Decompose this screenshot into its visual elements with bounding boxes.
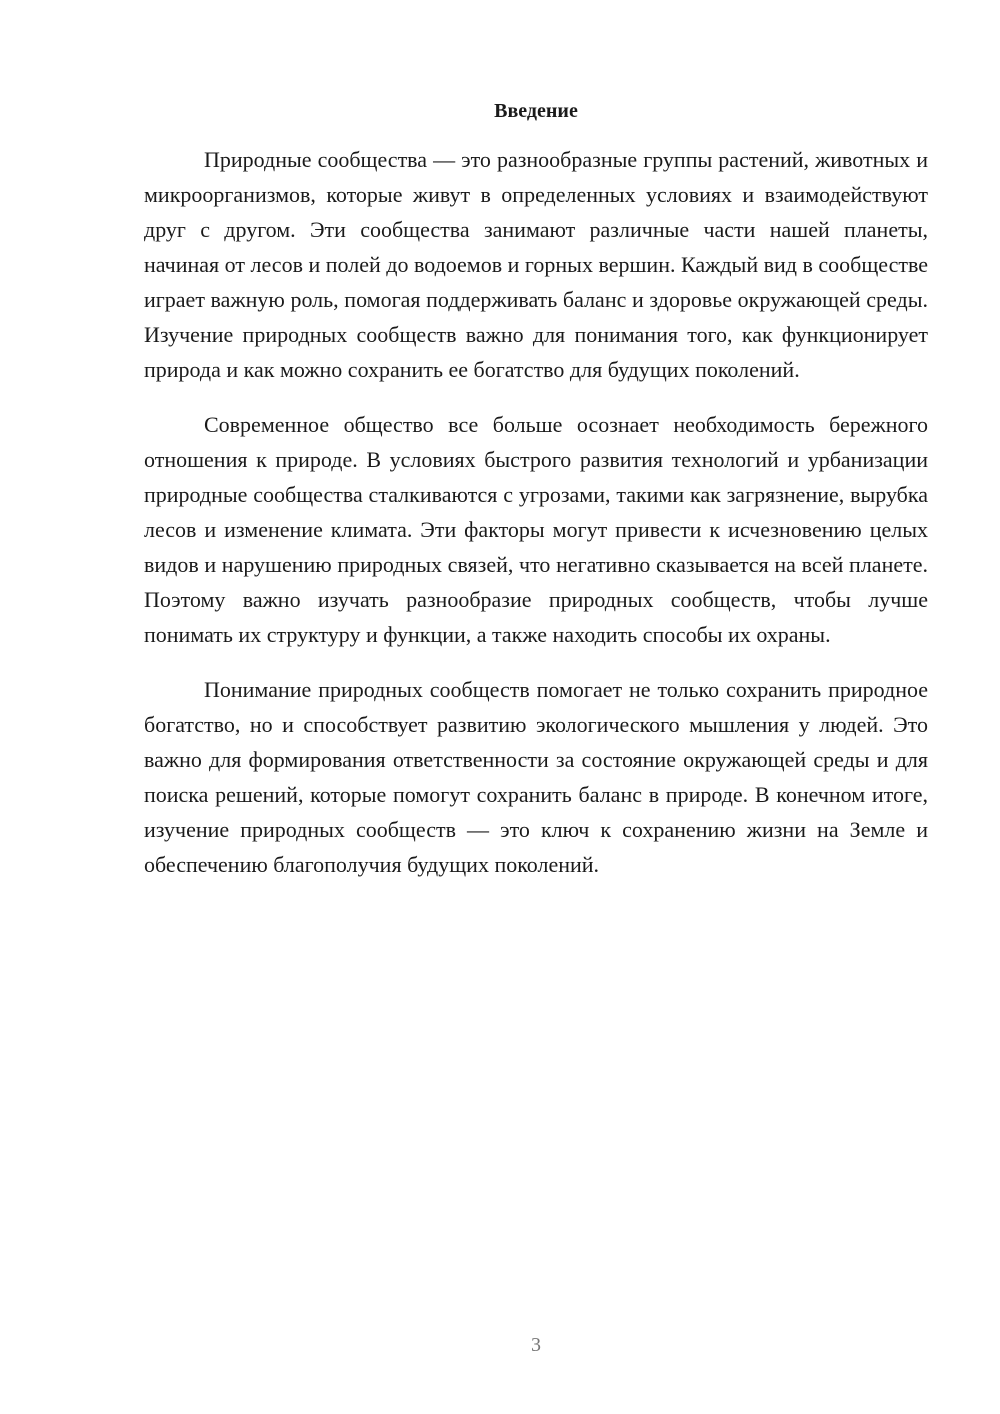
paragraph-2: Современное общество все больше осознает необходимость бережного отношения к природе. В условиях быстрого развития технологий и урбанизации природные сообщества сталкиваются с угрозами, такими как загрязнение, вырубка лесов и изменение климата. Эти факторы могут привести к исчезновению целых видов и нарушению природных связей, что негативно сказывается на всей планете. Поэтому важно изучать разнообразие природных сообществ, чтобы лучше понимать их структуру и функции, а также находить способы их охраны. xyxy=(144,412,928,647)
body-text xyxy=(144,142,928,902)
section-heading: Введение xyxy=(494,100,578,122)
paragraph-1: Природные сообщества — это разнообразные группы растений, животных и микроорганизмов, которые живут в определенных условиях и взаимодействуют друг с другом. Эти сообщества занимают различные части нашей планеты, начиная от лесов и полей до водоемов и горных вершин. Каждый вид в сообществе играет важную роль, помогая поддерживать баланс и здоровье окружающей среды. Изучение природных сообществ важно для понимания того, как функционирует природа и как можно сохранить ее богатство для будущих поколений. xyxy=(144,147,928,382)
page-number: 3 xyxy=(531,1334,541,1356)
paragraph-3: Понимание природных сообществ помогает не только сохранить природное богатство, но и способствует развитию экологического мышления у людей. Это важно для формирования ответственности за состояние окружающей среды и для поиска решений, которые помогут сохранить баланс в природе. В конечном итоге, изучение природных сообществ — это ключ к сохранению жизни на Земле и обеспечению благополучия будущих поколений. xyxy=(144,677,928,877)
